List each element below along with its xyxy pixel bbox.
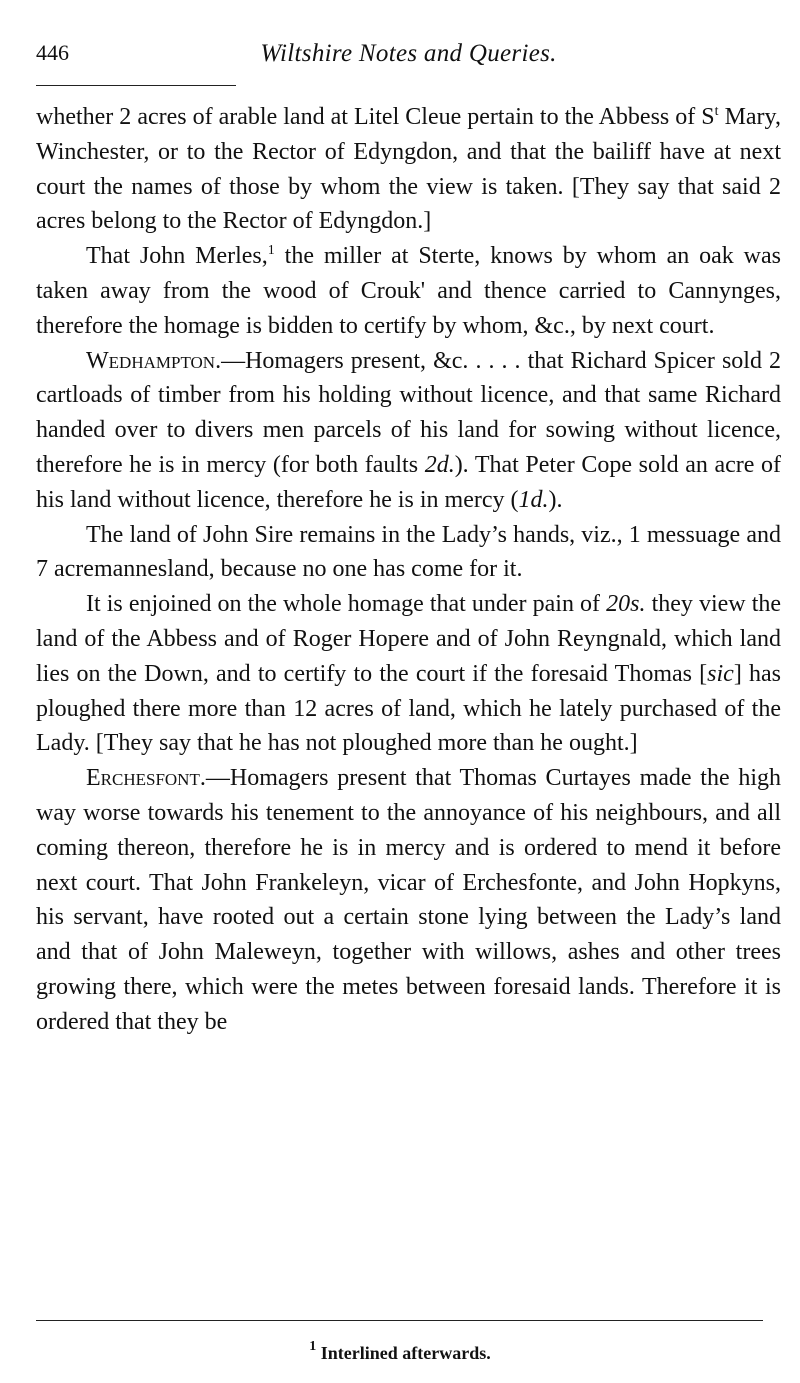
p5-amount: 20s.: [606, 591, 646, 618]
p5-sic: sic: [707, 660, 734, 687]
saint-s: S: [701, 104, 715, 130]
footnote-marker: 1: [309, 1339, 317, 1354]
p1-text-a: whether 2 acres of arable land at Litel Cleue pertain to the Abbess of: [36, 104, 696, 130]
p3-amount-1: 2d.: [424, 451, 455, 478]
p5-text-c: ] has ploughed there more than 12 acres of land, which he lately purchased of the Lady. [They say that he has not ploughed more than he ought.]: [36, 660, 782, 757]
paragraph-1: [36, 100, 781, 239]
p6-text-a: —Homagers present that Thomas Curtayes made the high way worse towards his tenement to the annoyance of his neighbours, and all coming thereon, therefore he is in mercy and is ordered to mend it before next court. That John Frankeleyn, vicar of Erchesfonte, and John Hopkyns, his servant, have rooted out a certain stone lying between the Lady’s land and that of John Maleweyn, together with willows, ashes and other trees growing there, which were the metes between foresaid lands. Therefore it is ordered that they be: [36, 765, 781, 1035]
p5-text-a: It is enjoined on the whole homage that under pain of: [86, 591, 601, 618]
p3-text-a: —Homagers present, &c. . . . . that Richard Spicer sold 2 cartloads of timber from his holding without licence, and that same Richard handed over to divers men parcels of his land for sowing without licence, therefore he is in mercy (for both faults: [36, 347, 781, 478]
saint-sup: t: [714, 104, 719, 119]
body-text: [36, 100, 781, 1040]
place-erchesfont: Erchesfont.: [86, 765, 206, 792]
running-title: Wiltshire Notes and Queries.: [260, 40, 557, 67]
paragraph-2: [36, 239, 781, 343]
saint-abbrev: [701, 104, 718, 130]
p2-text-b: the miller at Sterte, knows by whom an oak was taken away from the wood of Crouk' and thence carried to Cannynges, therefore the homage is bidden to certify by whom, &c., by next court.: [36, 243, 781, 339]
footnote-ref: 1: [267, 243, 275, 259]
header-rule: [36, 85, 236, 86]
p2-text-a: That John Merles,: [86, 243, 268, 270]
p3-text-b: ). That Peter Cope sold an acre of his land without licence, therefore he is in mercy (: [36, 451, 782, 513]
place-wedhampton: Wedhampton.: [86, 347, 222, 374]
footnote: [0, 1339, 800, 1364]
footnote-text: Interlined afterwards.: [320, 1343, 491, 1363]
footnote-rule: [36, 1320, 763, 1321]
paragraph-4: The land of John Sire remains in the Lady’s hands, viz., 1 messuage and 7 acremannesland, because no one has come for it.: [36, 521, 781, 583]
paragraph-5: [36, 587, 781, 761]
paragraph-6: [36, 761, 781, 1039]
p3-amount-2: 1d.: [518, 486, 549, 513]
p5-text-b: they view the land of the Abbess and of Roger Hopere and of John Reyngnald, which land lies on the Down, and to certify to the court if the foresaid Thomas [: [36, 591, 782, 687]
p3-text-c: ).: [548, 486, 563, 513]
page-number: 446: [36, 40, 69, 65]
p1-text-b: Mary, Winchester, or to the Rector of Edyngdon, and that the bailiff have at next court the names of those by whom the view is taken. [They say that said 2 acres belong to the Rector of Edyngdon.]: [36, 104, 781, 235]
paragraph-3: [36, 344, 781, 518]
page-header: [36, 40, 781, 80]
